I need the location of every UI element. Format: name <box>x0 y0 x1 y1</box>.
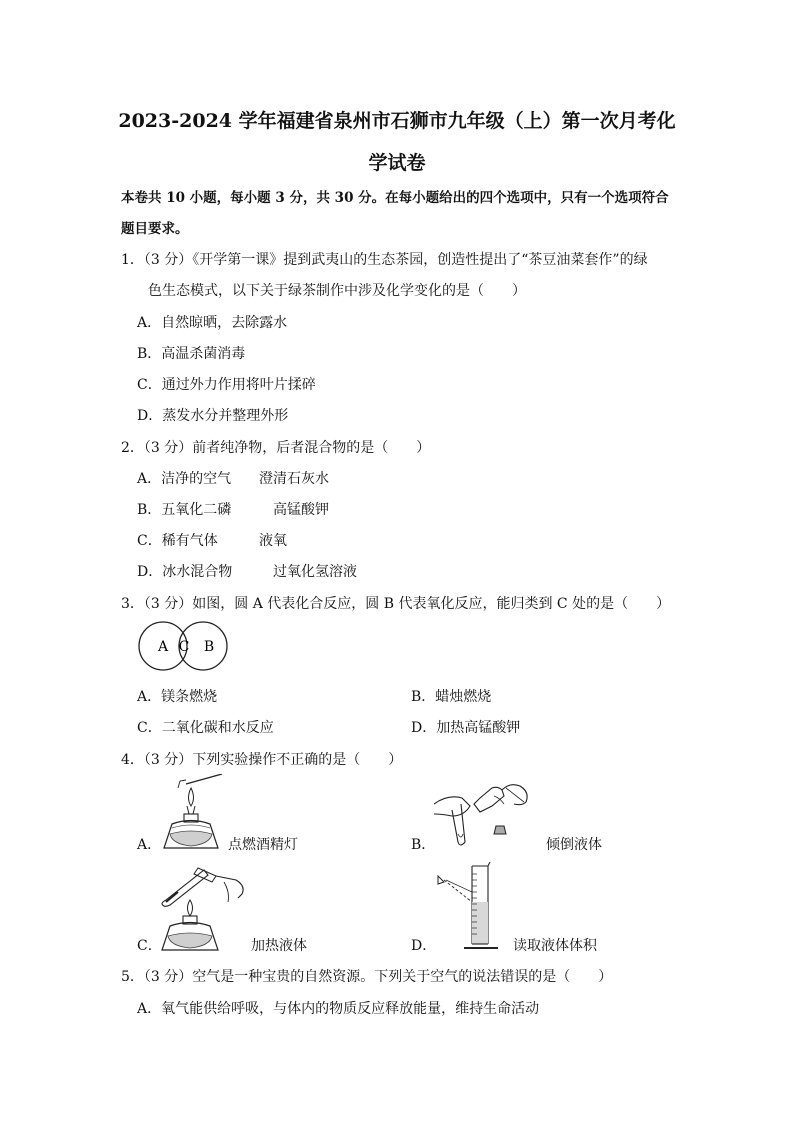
question-4-option-a-caption: 点燃酒精灯 <box>228 837 298 853</box>
question-4-option-b-caption: 倾倒液体 <box>546 837 602 853</box>
question-2-option-b[interactable]: B．五氧化二磷 <box>137 502 232 518</box>
question-4-option-d-caption: 读取液体体积 <box>513 938 597 954</box>
question-3-option-a[interactable]: A．镁条燃烧 <box>137 689 218 705</box>
question-1-option-c[interactable]: C．通过外力作用将叶片揉碎 <box>137 377 316 393</box>
venn-diagram <box>136 620 236 672</box>
heating-liquid-figure <box>156 860 250 952</box>
question-2-option-c-second: 液氧 <box>259 533 287 549</box>
question-5-stem: 5．（3 分）空气是一种宝贵的自然资源。下列关于空气的说法错误的是（ ） <box>121 969 613 985</box>
alcohol-lamp-lighting-figure <box>158 774 224 850</box>
question-2-stem: 2．（3 分）前者纯净物，后者混合物的是（ ） <box>121 440 431 456</box>
question-2-option-b-second: 高锰酸钾 <box>273 502 329 518</box>
question-1-stem: 1．（3 分）《开学第一课》提到武夷山的生态茶园，创造性提出了“茶豆油菜套作”的绿 <box>121 252 648 268</box>
question-2-option-c[interactable]: C．稀有气体 <box>137 533 218 549</box>
question-2-option-a[interactable]: A．洁净的空气 <box>137 471 232 487</box>
question-4-option-a[interactable]: A． <box>137 837 162 853</box>
page-title-continued: 学试卷 <box>368 152 426 174</box>
question-2-option-d-second: 过氧化氢溶液 <box>273 564 357 580</box>
question-3-option-b[interactable]: B．蜡烛燃烧 <box>411 689 492 705</box>
question-3-stem: 3．（3 分）如图，圆 A 代表化合反应，圆 B 代表氧化反应，能归类到 C 处的是（ ） <box>121 596 671 612</box>
question-5-option-a[interactable]: A．氧气能供给呼吸，与体内的物质反应释放能量，维持生命活动 <box>137 1001 540 1017</box>
question-4-option-d[interactable]: D． <box>411 938 437 954</box>
question-2-option-d[interactable]: D．冰水混合物 <box>137 564 233 580</box>
question-1-stem-continued: 色生态模式，以下关于绿茶制作中涉及化学变化的是（ ） <box>148 283 526 299</box>
question-2-option-a-second: 澄清石灰水 <box>259 471 329 487</box>
instructions-line: 本卷共 10 小题，每小题 3 分，共 30 分。在每小题给出的四个选项中，只有一个选项符合 <box>121 190 669 206</box>
question-4-option-c-caption: 加热液体 <box>251 938 307 954</box>
question-1-option-d[interactable]: D．蒸发水分并整理外形 <box>137 408 289 424</box>
question-1-option-b[interactable]: B．高温杀菌消毒 <box>137 346 246 362</box>
question-4-option-c[interactable]: C． <box>137 938 162 954</box>
page-title: 2023-2024 学年福建省泉州市石狮市九年级（上）第一次月考化 <box>118 110 676 132</box>
pouring-liquid-figure <box>434 776 546 850</box>
venn-label-c: C <box>178 639 190 655</box>
question-3-option-d[interactable]: D．加热高锰酸钾 <box>411 720 521 736</box>
venn-label-a: A <box>157 639 169 655</box>
question-4-option-b[interactable]: B． <box>411 837 436 853</box>
question-3-option-c[interactable]: C．二氧化碳和水反应 <box>137 720 274 736</box>
instructions-line: 题目要求。 <box>121 221 189 237</box>
graduated-cylinder-figure <box>434 860 510 952</box>
question-1-option-a[interactable]: A．自然晾晒，去除露水 <box>137 315 288 331</box>
question-4-stem: 4．（3 分）下列实验操作不正确的是（ ） <box>121 752 403 768</box>
venn-label-b: B <box>203 639 215 655</box>
